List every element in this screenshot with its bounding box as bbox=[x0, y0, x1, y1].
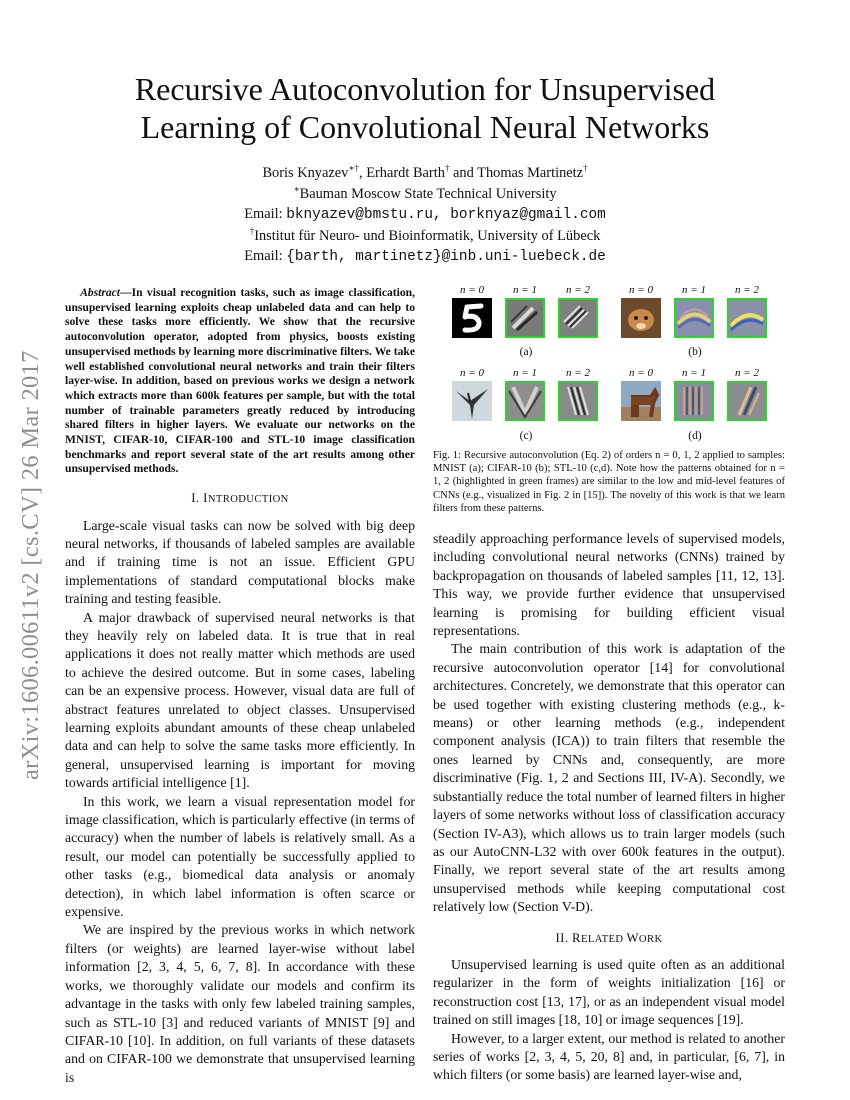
autoconv-pattern-image bbox=[505, 298, 545, 338]
order-label: n = 2 bbox=[735, 367, 759, 379]
section-title-rest bbox=[580, 930, 663, 945]
author-1-mark: ∗† bbox=[348, 163, 359, 174]
title-line-2: Learning of Convolutional Neural Networks bbox=[140, 109, 710, 145]
order-label: n = 1 bbox=[682, 367, 706, 379]
section-title-initial: I bbox=[203, 491, 208, 506]
section-heading-related-work bbox=[433, 929, 785, 949]
author-1: Boris Knyazev bbox=[262, 165, 349, 181]
order-label: n = 2 bbox=[735, 284, 759, 296]
affiliation-1 bbox=[150, 184, 700, 205]
author-2: Erhardt Barth bbox=[366, 165, 445, 181]
order-label: n = 1 bbox=[513, 284, 537, 296]
author-separator: , bbox=[359, 165, 367, 181]
author-2-mark: † bbox=[444, 163, 450, 174]
panel-label: (d) bbox=[688, 430, 702, 442]
cifar-photo-image bbox=[621, 298, 661, 338]
abstract-label: Abstract bbox=[80, 286, 121, 299]
order-label: n = 1 bbox=[513, 367, 537, 379]
affiliation-2-text: Institut für Neuro- und Bioinformatik, University of Lübeck bbox=[254, 227, 601, 244]
email-1[interactable]: bknyazev@bmstu.ru, borknyaz@gmail.com bbox=[286, 207, 606, 223]
autoconv-pattern-image bbox=[558, 298, 598, 338]
abstract bbox=[65, 286, 415, 477]
right-column bbox=[433, 530, 785, 1085]
section-title-initial: R bbox=[572, 930, 581, 945]
intro-paragraph-4: We are inspired by the previous works in which network filters (or weights) are learned layer-wise without label information [2, 3, 4, 5, 6, 7, 8]. In accordance with these works, we thoroughly validate our models and confirm its advantage in the tasks with only few labeled training samples, such as STL-10 [3] and reduced variants of MNIST [9] and CIFAR-10 [10]. In addition, on full variants of these datasets and on CIFAR-100 we demonstrate that unsupervised learning is bbox=[65, 922, 415, 1085]
section-title-rest: ORK bbox=[638, 933, 663, 945]
section-number: I. bbox=[191, 491, 204, 506]
intro-paragraph-3: In this work, we learn a visual representation model for image classification, which is particularly effective (in terms of accuracy) when the number of labels is relatively small. As a result, our model can potentially be successfully applied to other tasks (e.g., biomedical data analysis or anomaly detection), in which label information is often scarce or expensive. bbox=[65, 793, 415, 920]
left-column bbox=[65, 286, 415, 1087]
title-line-1: Recursive Autoconvolution for Unsupervised bbox=[134, 71, 716, 107]
panel-label: (a) bbox=[519, 346, 533, 358]
section-title-rest: ELATED bbox=[580, 933, 627, 945]
panel-label: (b) bbox=[688, 346, 702, 358]
autoconv-pattern-image bbox=[674, 381, 714, 421]
stl-photo-image bbox=[452, 381, 492, 421]
order-label: n = 0 bbox=[460, 367, 484, 379]
autoconv-pattern-image bbox=[505, 381, 545, 421]
related-paragraph-1: Unsupervised learning is used quite often as an additional regularizer in the form of weights initialization [16] or reconstruction cost [13, 17], or as an independent visual model trained on still images [18, 10] or image sequences [19]. bbox=[433, 956, 785, 1028]
intro-paragraph-1: Large-scale visual tasks can now be solved with big deep neural networks, if thousands of labeled samples are available and if training time is not an issue. Efficient GPU implementations of standard computational blocks make training and testing feasible. bbox=[65, 517, 415, 607]
affiliation-1-text: Bauman Moscow State Technical University bbox=[299, 185, 557, 202]
email-line-2 bbox=[150, 246, 700, 268]
author-separator: and bbox=[449, 165, 478, 181]
affiliation-2-mark: † bbox=[249, 225, 255, 236]
autoconv-pattern-image bbox=[674, 298, 714, 338]
section-heading-introduction bbox=[65, 489, 415, 509]
section-title-initial: W bbox=[626, 930, 639, 945]
related-paragraph-2: However, to a larger extent, our method is related to another series of works [2, 3, 4, 5, 20, 8] and, in particular, [6, 7], in which filters (or some basis) are learned layer-wise and, bbox=[433, 1030, 785, 1083]
arxiv-stamp-text: arXiv:1606.00611v2 [cs.CV] 26 Mar 2017 bbox=[17, 350, 44, 780]
email-label: Email: bbox=[244, 206, 287, 222]
order-label: n = 2 bbox=[566, 367, 590, 379]
author-3: Thomas Martinetz bbox=[477, 165, 584, 181]
order-label: n = 0 bbox=[460, 284, 484, 296]
mnist-digit-image bbox=[452, 298, 492, 338]
author-block bbox=[150, 163, 700, 268]
affiliation-2 bbox=[150, 226, 700, 247]
abstract-text: —In visual recognition tasks, such as image classification, unsupervised learning exploits cheap unlabeled data and can help to solve these tasks more efficiently. We show that the recursive autoconvolution operator, adopted from physics, boosts existing unsupervised methods by learning more discriminative filters. We take well established convolutional neural networks and train their filters layer-wise. In addition, based on previous works we design a network which extracts more than 600k features per sample, but with the total number of trainable parameters greatly reduced by introducing shared filters in higher layers. We evaluate our networks on the MNIST, CIFAR-10, CIFAR-100 and STL-10 image classification benchmarks and report several state of the art results among other unsupervised methods. bbox=[65, 286, 415, 476]
order-label: n = 2 bbox=[566, 284, 590, 296]
intro-paragraph-2: A major drawback of supervised neural networks is that they heavily rely on labeled data. It is true that in real applications it does not really matter which methods are used to achieve the desired outcome. But in some cases, labeling can be an expensive process. However, visual data are full of abstract features unrelated to object classes. Unsupervised learning exploits abundant amounts of these cheap unlabeled data and can help to solve the same tasks more efficiently. In general, unsupervised learning is important for moving towards artificial intelligence [1]. bbox=[65, 609, 415, 791]
order-label: n = 0 bbox=[629, 284, 653, 296]
email-label: Email: bbox=[244, 248, 287, 264]
stl-photo-image bbox=[621, 381, 661, 421]
order-label: n = 0 bbox=[629, 367, 653, 379]
author-names bbox=[150, 163, 700, 184]
autoconv-pattern-image bbox=[558, 381, 598, 421]
author-3-mark: † bbox=[583, 163, 588, 174]
arxiv-stamp bbox=[0, 290, 52, 790]
figure-1 bbox=[433, 284, 785, 442]
figure-1-caption: Fig. 1: Recursive autoconvolution (Eq. 2) of orders n = 0, 1, 2 applied to samples: MNIST (a); CIFAR-10 (b); STL-10 (c,d). Note how the patterns obtained for n = 1, 2 (highlighted in green frames) are similar to the low and mid-level features of CNNs (e.g., visualized in Fig. 2 in [15]). The novelty of this work is that we learn filters from these patterns. bbox=[433, 450, 785, 514]
email-2[interactable]: {barth, martinetz}@inb.uni-luebeck.de bbox=[286, 249, 606, 265]
paper-title bbox=[60, 70, 790, 146]
panel-label: (c) bbox=[519, 430, 533, 442]
intro-paragraph-5: The main contribution of this work is adaptation of the recursive autoconvolution operator [14] for convolutional architectures. Concretely, we demonstrate that this operator can be used together with existing clustering methods (e.g., k-means) or other learning methods (e.g., independent component analysis (ICA)) to train filters that resemble the ones learned by CNNs and, consequently, are more discriminative (Fig. 1, 2 and Sections III, IV-A). Secondly, we substantially reduce the total number of learned filters in higher layers of some networks without loss of classification accuracy (Section IV-A3), which allows us to train larger models (such as our AutoCNN-L32 with over 600k features in the output). Finally, we report several state of the art results among unsupervised methods while keeping computational cost relatively low (Section V-D). bbox=[433, 641, 785, 915]
affiliation-1-mark: ∗ bbox=[293, 183, 300, 194]
autoconv-pattern-image bbox=[727, 298, 767, 338]
section-number: II. bbox=[555, 930, 573, 945]
order-label: n = 1 bbox=[682, 284, 706, 296]
autoconv-pattern-image bbox=[727, 381, 767, 421]
intro-paragraph-continued: steadily approaching performance levels of supervised models, including convolutional neural networks (CNNs) trained by backpropagation on thousands of labeled samples [11, 12, 13]. This way, we provide further evidence that unsupervised learning is promising for building efficient visual representations. bbox=[433, 531, 785, 639]
section-title-rest: NTRODUCTION bbox=[207, 494, 289, 506]
email-line-1 bbox=[150, 204, 700, 226]
